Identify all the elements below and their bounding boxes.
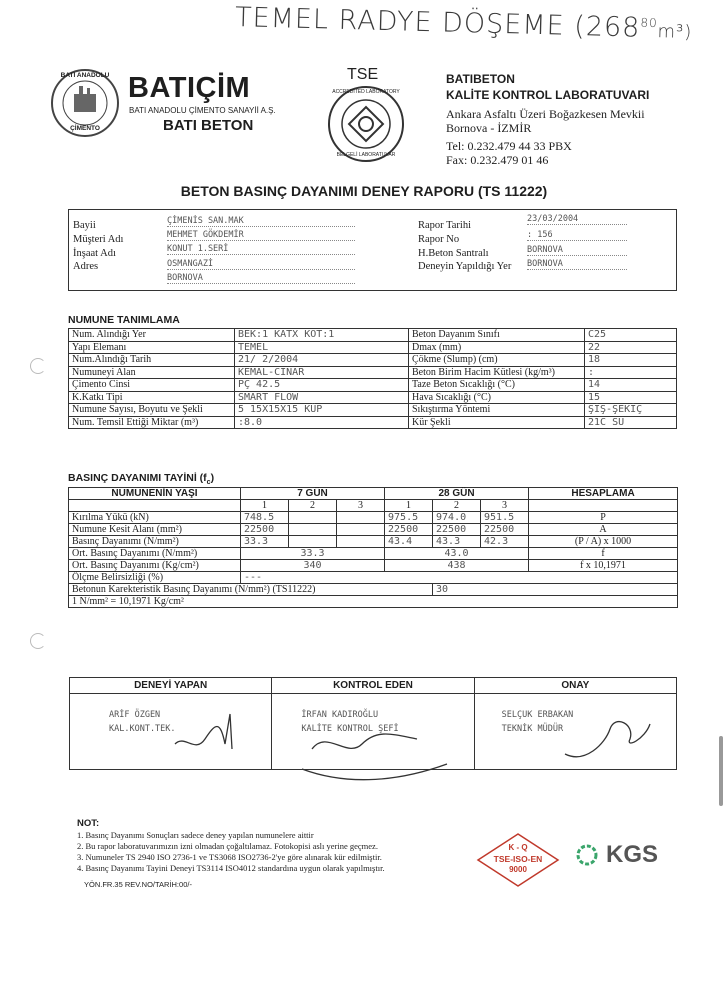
onay-title: TEKNİK MÜDÜR bbox=[501, 724, 564, 734]
sample-left-value: 21/ 2/2004 bbox=[235, 354, 409, 367]
sample-left-label: Num.Alındığı Tarih bbox=[69, 354, 235, 367]
kgs-gear-icon bbox=[572, 840, 602, 870]
blank-cell bbox=[69, 500, 241, 512]
strength-calc: (P / A) x 1000 bbox=[529, 536, 678, 548]
sample-left-label: Num. Alındığı Yer bbox=[69, 329, 235, 342]
sample-row bbox=[69, 391, 677, 404]
rapor-tarihi-value: 23/03/2004 bbox=[527, 214, 627, 225]
lab-tel: Tel: 0.232.479 44 33 PBX bbox=[446, 139, 572, 153]
sample-left-value: 5 15X15X15 KÜP bbox=[235, 404, 409, 417]
sample-left-label: Num. Temsil Ettiği Miktar (m³) bbox=[69, 416, 235, 429]
ort-basinc-nmm2-label: Ort. Basınç Dayanımı (N/mm²) bbox=[69, 548, 241, 560]
punch-hole bbox=[30, 358, 46, 374]
strength-calc: P bbox=[529, 512, 678, 524]
sample-left-label: Çimento Cinsi bbox=[69, 379, 235, 392]
deneyi-yapan-title: KAL.KONT.TEK. bbox=[109, 724, 176, 734]
numune-table bbox=[68, 328, 677, 429]
strength-value: 22500 bbox=[481, 524, 529, 536]
tse-ring-bottom: BELGELİ LABORATUVAR bbox=[336, 152, 396, 158]
col-numune-yasi: NUMUNENİN YAŞI bbox=[69, 488, 241, 500]
conversion-note: 1 N/mm² = 10,1971 Kg/cm² bbox=[69, 596, 678, 608]
sample-right-value: 22 bbox=[585, 341, 677, 354]
sample-left-value: SMART FLOW bbox=[235, 391, 409, 404]
strength-value: 43.3 bbox=[433, 536, 481, 548]
sample-right-label: Beton Birim Hacim Kütlesi (kg/m³) bbox=[409, 366, 585, 379]
sample-row bbox=[69, 354, 677, 367]
sample-left-label: Yapı Elemanı bbox=[69, 341, 235, 354]
deney-yeri-label: Deneyin Yapıldığı Yer bbox=[418, 261, 512, 272]
punch-hole bbox=[30, 633, 46, 649]
karakteristik-row bbox=[69, 584, 678, 596]
kgs-text: KGS bbox=[606, 841, 659, 868]
subcol-number: 2 bbox=[433, 500, 481, 512]
strength-value: 22500 bbox=[433, 524, 481, 536]
strength-value bbox=[337, 536, 385, 548]
rapor-no-label: Rapor No bbox=[418, 234, 460, 245]
signature-scribble bbox=[170, 704, 250, 759]
tse-accredited-seal bbox=[326, 84, 406, 164]
kq-mid: TSE-ISO-EN bbox=[493, 854, 543, 864]
bayii-label: Bayii bbox=[73, 220, 96, 231]
strength-value bbox=[289, 536, 337, 548]
tse-ring-top: ACCREDITED LABORATORY bbox=[332, 89, 400, 95]
kontrol-eden-cell bbox=[272, 694, 474, 770]
rapor-no-value: : 156 bbox=[527, 230, 627, 241]
strength-value bbox=[337, 512, 385, 524]
onay-cell bbox=[474, 694, 676, 770]
strength-value: 22500 bbox=[385, 524, 433, 536]
signature-table bbox=[69, 677, 677, 770]
sample-right-value: ŞİŞ-ŞEKİÇ bbox=[585, 404, 677, 417]
subcol-number: 1 bbox=[385, 500, 433, 512]
sample-right-value: 18 bbox=[585, 354, 677, 367]
blank-cell bbox=[529, 500, 678, 512]
belirsizlik-row bbox=[69, 572, 678, 584]
ort-basinc-nmm2-7: 33.3 bbox=[241, 548, 385, 560]
belirsizlik-label: Ölçme Belirsizliği (%) bbox=[69, 572, 241, 584]
signature-scribble bbox=[555, 704, 655, 774]
customer-box bbox=[68, 209, 677, 291]
strength-value: 22500 bbox=[241, 524, 289, 536]
adres-label: Adres bbox=[73, 261, 99, 272]
ort-basinc-kgcm2-calc: f x 10,1971 bbox=[529, 560, 678, 572]
ort-basinc-kgcm2-label: Ort. Basınç Dayanımı (Kg/cm²) bbox=[69, 560, 241, 572]
strength-value: 951.5 bbox=[481, 512, 529, 524]
lab-fax: Fax: 0.232.479 01 46 bbox=[446, 153, 549, 167]
sample-row bbox=[69, 366, 677, 379]
sample-right-value: 21C SU bbox=[585, 416, 677, 429]
strength-row bbox=[69, 524, 678, 536]
handwritten-title-text: TEMEL RADYE DÖŞEME (268 bbox=[234, 2, 641, 44]
sample-right-value: : bbox=[585, 366, 677, 379]
sample-left-value: TEMEL bbox=[235, 341, 409, 354]
ort-basinc-kgcm2-28: 438 bbox=[385, 560, 529, 572]
ort-basinc-nmm2-row bbox=[69, 548, 678, 560]
subcol-number: 3 bbox=[337, 500, 385, 512]
subcol-number: 3 bbox=[481, 500, 529, 512]
sample-right-value: 15 bbox=[585, 391, 677, 404]
strength-value bbox=[289, 524, 337, 536]
col-28-gun: 28 GÜN bbox=[385, 488, 529, 500]
onay-name: SELÇUK ERBAKAN bbox=[501, 710, 574, 720]
handwritten-title bbox=[235, 2, 693, 45]
tse-mark: TSE bbox=[347, 66, 379, 83]
strength-row bbox=[69, 512, 678, 524]
basinc-heading bbox=[68, 472, 214, 486]
baticim-seal bbox=[50, 68, 120, 138]
notes-list bbox=[77, 830, 385, 874]
strength-value: 43.4 bbox=[385, 536, 433, 548]
sample-right-label: Taze Beton Sıcaklığı (°C) bbox=[409, 379, 585, 392]
sample-right-label: Beton Dayanım Sınıfı bbox=[409, 329, 585, 342]
seal-text-top: BATI ANADOLU bbox=[60, 72, 110, 79]
strength-row bbox=[69, 536, 678, 548]
kontrol-eden-label: KONTROL EDEN bbox=[272, 678, 474, 694]
strength-value: 33.3 bbox=[241, 536, 289, 548]
karakteristik-label: Betonun Karekteristik Basınç Dayanımı (N/mm²) (TS11222) bbox=[69, 584, 433, 596]
strength-value: 975.5 bbox=[385, 512, 433, 524]
insaat-label: İnşaat Adı bbox=[73, 248, 116, 259]
basinc-heading-end: ) bbox=[210, 472, 215, 484]
strength-value: 748.5 bbox=[241, 512, 289, 524]
kq-bot: 9000 bbox=[509, 865, 527, 874]
santral-label: H.Beton Santralı bbox=[418, 248, 489, 259]
company-subtitle: BATI ANADOLU ÇİMENTO SANAYİİ A.Ş. bbox=[129, 106, 276, 115]
strength-value bbox=[337, 524, 385, 536]
kq-top: K - Q bbox=[508, 843, 528, 852]
company-name: BATIÇİM bbox=[128, 72, 251, 104]
report-title: BETON BASINÇ DAYANIMI DENEY RAPORU (TS 11222) bbox=[180, 183, 548, 199]
sample-left-value: PÇ 42.5 bbox=[235, 379, 409, 392]
deneyi-yapan-label: DENEYİ YAPAN bbox=[70, 678, 272, 694]
numune-heading: NUMUNE TANIMLAMA bbox=[68, 314, 180, 326]
form-code: YÖN.FR.35 REV.NO/TARİH:00/- bbox=[84, 880, 192, 889]
onay-label: ONAY bbox=[474, 678, 676, 694]
col-7-gun: 7 GÜN bbox=[241, 488, 385, 500]
rapor-tarihi-label: Rapor Tarihi bbox=[418, 220, 472, 231]
lab-name-2: KALİTE KONTROL LABORATUVARI bbox=[446, 88, 650, 102]
handwritten-sup: 80 bbox=[640, 15, 658, 31]
strength-row-label: Numune Kesit Alanı (mm²) bbox=[69, 524, 241, 536]
note-item: 3. Numuneler TS 2940 ISO 2736-1 ve TS3068 ISO2736-2'ye göre alınarak kür edilmiştir. bbox=[77, 852, 382, 862]
ort-basinc-kgcm2-row bbox=[69, 560, 678, 572]
subcol-number: 1 bbox=[241, 500, 289, 512]
company-division: BATI BETON bbox=[163, 117, 254, 134]
strength-value: 974.0 bbox=[433, 512, 481, 524]
handwritten-unit: m³) bbox=[657, 21, 693, 43]
strength-value bbox=[289, 512, 337, 524]
sample-left-label: Numune Sayısı, Boyutu ve Şekli bbox=[69, 404, 235, 417]
sample-left-label: Numuneyi Alan bbox=[69, 366, 235, 379]
sample-right-label: Çökme (Slump) (cm) bbox=[409, 354, 585, 367]
sample-right-label: Hava Sıcaklığı (°C) bbox=[409, 391, 585, 404]
musteri-value: MEHMET GÖKDEMİR bbox=[167, 230, 355, 241]
karakteristik-value: 30 bbox=[433, 584, 678, 596]
bayii-value: ÇİMENİS SAN.MAK bbox=[167, 216, 355, 227]
deney-yeri-value: BORNOVA bbox=[527, 259, 627, 270]
sample-left-value: :8.0 bbox=[235, 416, 409, 429]
sample-right-label: Dmax (mm) bbox=[409, 341, 585, 354]
deneyi-yapan-cell bbox=[70, 694, 272, 770]
seal-text-bottom: ÇİMENTO bbox=[70, 125, 100, 132]
note-item: 2. Bu rapor laboratuvarımızın izni olmadan çoğaltılamaz. Fotokopisi aslı yerine geçmez. bbox=[77, 841, 378, 851]
ort-basinc-kgcm2-7: 340 bbox=[241, 560, 385, 572]
adres-value-1: OSMANGAZİ bbox=[167, 259, 355, 270]
conversion-row bbox=[69, 596, 678, 608]
note-item: 1. Basınç Dayanımı Sonuçları sadece deney yapılan numunelere aittir bbox=[77, 830, 314, 840]
signature-scribble bbox=[282, 714, 472, 794]
sample-left-value: KEMAL-CINAR bbox=[235, 366, 409, 379]
strength-row-label: Basınç Dayanımı (N/mm²) bbox=[69, 536, 241, 548]
lab-name: BATIBETON bbox=[446, 72, 515, 86]
sample-left-label: K.Katkı Tipi bbox=[69, 391, 235, 404]
strength-calc: A bbox=[529, 524, 678, 536]
sample-row bbox=[69, 416, 677, 429]
belirsizlik-value: --- bbox=[241, 572, 678, 584]
basinc-heading-text: BASINÇ DAYANIMI TAYİNİ (f bbox=[68, 472, 207, 484]
adres-value-2: BORNOVA bbox=[167, 273, 355, 284]
sample-row bbox=[69, 329, 677, 342]
insaat-value: KONUT 1.SERİ bbox=[167, 244, 355, 255]
sample-right-value: 14 bbox=[585, 379, 677, 392]
subcol-number: 2 bbox=[289, 500, 337, 512]
strength-row-label: Kırılma Yükü (kN) bbox=[69, 512, 241, 524]
kgs-logo bbox=[572, 840, 658, 870]
kontrol-eden-title: KALİTE KONTROL ŞEFİ bbox=[301, 724, 399, 734]
col-hesaplama: HESAPLAMA bbox=[529, 488, 678, 500]
ort-basinc-nmm2-28: 43.0 bbox=[385, 548, 529, 560]
kq-iso-badge bbox=[476, 832, 560, 888]
lab-address-2: Bornova - İZMİR bbox=[446, 121, 532, 135]
basinc-heading-sub: c bbox=[206, 479, 211, 487]
sample-right-value: C25 bbox=[585, 329, 677, 342]
kontrol-eden-name: İRFAN KADIROĞLU bbox=[301, 710, 379, 720]
deneyi-yapan-name: ARİF ÖZGEN bbox=[109, 710, 161, 720]
sample-row bbox=[69, 404, 677, 417]
strength-value: 42.3 bbox=[481, 536, 529, 548]
lab-address-1: Ankara Asfaltı Üzeri Boğazkesen Mevkii bbox=[446, 107, 645, 121]
note-item: 4. Basınç Dayanımı Tayini Deneyi TS3114 ISO4012 standardına uygun olarak yapılmıştır. bbox=[77, 863, 385, 873]
sample-right-label: Kür Şekli bbox=[409, 416, 585, 429]
musteri-label: Müşteri Adı bbox=[73, 234, 124, 245]
sample-row bbox=[69, 341, 677, 354]
notes-title: NOT: bbox=[77, 818, 100, 829]
scrollbar-thumb[interactable] bbox=[719, 736, 723, 806]
sample-row bbox=[69, 379, 677, 392]
santral-value: BORNOVA bbox=[527, 245, 627, 256]
basinc-table bbox=[68, 487, 678, 608]
sample-left-value: BEK:1 KATX KOT:1 bbox=[235, 329, 409, 342]
sample-right-label: Sıkıştırma Yöntemi bbox=[409, 404, 585, 417]
ort-basinc-nmm2-calc: f bbox=[529, 548, 678, 560]
